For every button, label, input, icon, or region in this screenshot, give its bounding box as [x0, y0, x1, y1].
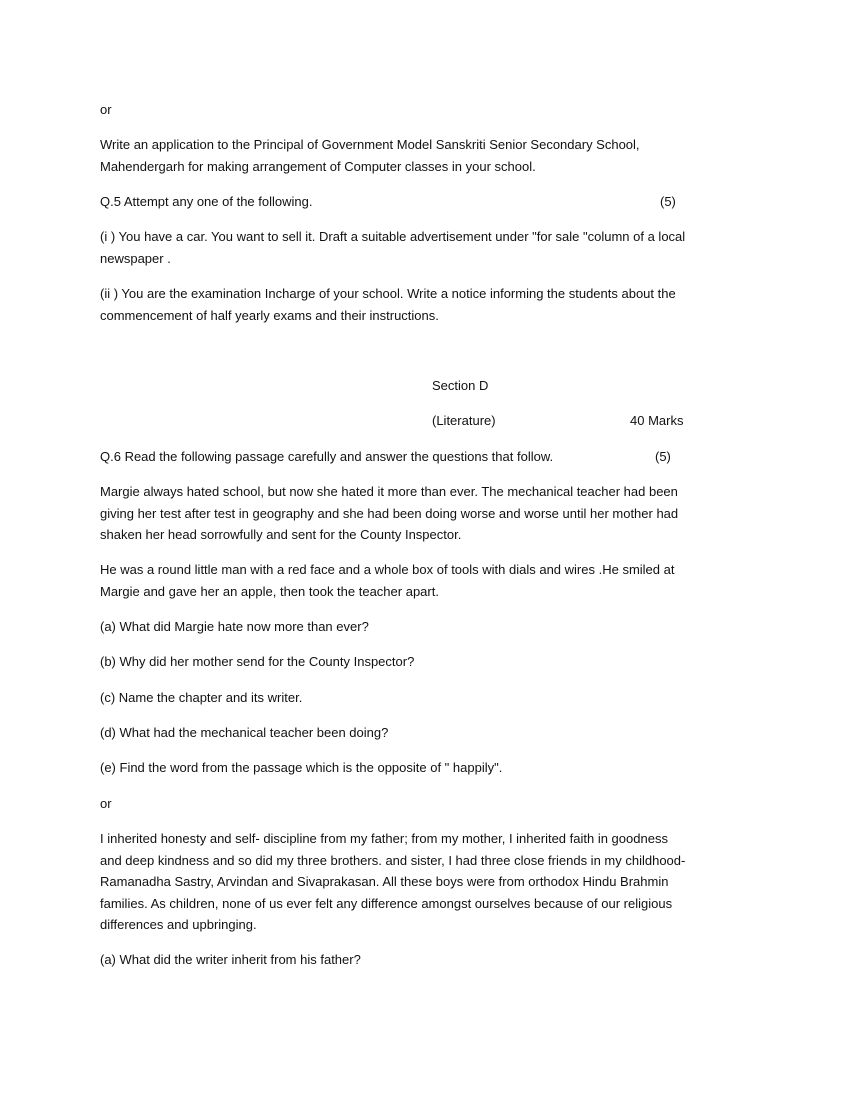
passage-paragraph: I inherited honesty and self- discipline from my father; from my mother, I inherited faith in goodness and deep kindness and so did my three brothers. and sister, I had three close friends in my childhood- Ramanadha Sastry, Arvindan and Sivaprakasan. All these boys were from orthodox Hindu Brahmin families. As children, none of us ever felt any difference amongst ourselves because of our religious differences and upbringing. — [100, 831, 686, 932]
section-title: Section D — [432, 378, 489, 393]
q5-option-ii: (ii ) You are the examination Incharge of your school. Write a notice informing the students about the commencement of half yearly exams and their instructions. — [100, 286, 676, 323]
question-item: (e) Find the word from the passage which is the opposite of " happily". — [100, 760, 503, 775]
q5-text: Q.5 Attempt any one of the following. — [100, 194, 313, 209]
q5-marks: (5) — [660, 194, 676, 209]
application-line: Write an application to the Principal of Government Model Sanskriti Senior Secondary School, — [100, 137, 640, 152]
passage-paragraph: Margie always hated school, but now she hated it more than ever. The mechanical teacher had been giving her test after test in geography and she had been doing worse and worse until her mother had shaken her head sorrowfully and sent for the County Inspector. — [100, 484, 679, 542]
passage-paragraph: He was a round little man with a red face and a whole box of tools with dials and wires .He smiled at Margie and gave her an apple, then took the teacher apart. — [100, 562, 675, 599]
application-question — [100, 134, 745, 177]
section-subtitle: (Literature) — [432, 413, 496, 428]
question-item: (d) What had the mechanical teacher been doing? — [100, 725, 389, 740]
q5-heading — [100, 191, 745, 213]
question-item: (a) What did Margie hate now more than ever? — [100, 619, 369, 634]
or-separator: or — [100, 102, 112, 117]
q6-heading — [100, 446, 745, 468]
q6-text: Q.6 Read the following passage carefully and answer the questions that follow. — [100, 449, 554, 464]
question-item: (c) Name the chapter and its writer. — [100, 690, 303, 705]
application-line: Mahendergarh for making arrangement of Computer classes in your school. — [100, 158, 536, 174]
q5-option-i: (i ) You have a car. You want to sell it. Draft a suitable advertisement under "for sale "column of a local newspaper . — [100, 229, 686, 266]
q6-marks: (5) — [655, 449, 671, 464]
section-marks: 40 Marks — [630, 413, 684, 428]
question-item: (a) What did the writer inherit from his father? — [100, 952, 361, 967]
or-separator: or — [100, 796, 112, 811]
question-item: (b) Why did her mother send for the County Inspector? — [100, 654, 415, 669]
